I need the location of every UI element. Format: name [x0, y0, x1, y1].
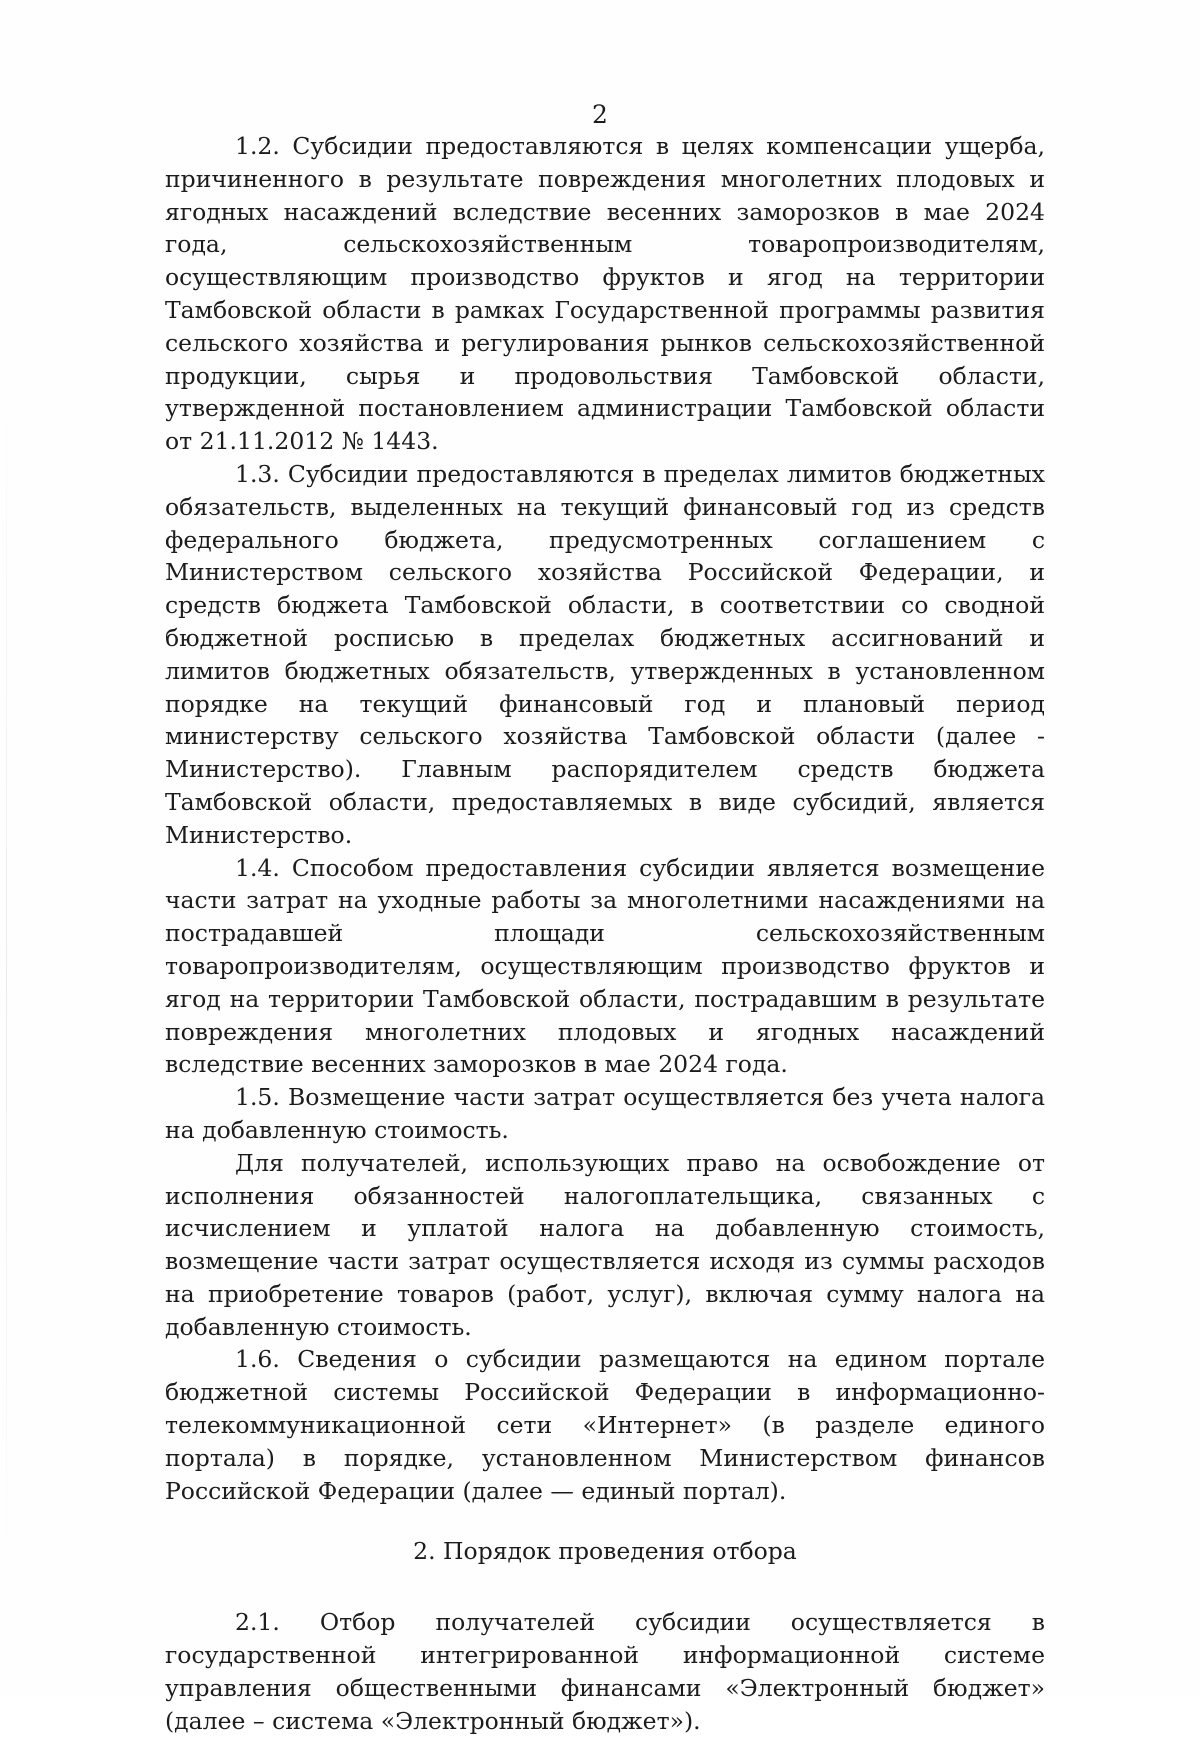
paragraph-1-6: 1.6. Сведения о субсидии размещаются на едином портале бюджетной системы Российской Федерации в информационно-телекоммуникационной сети «Интернет» (в разделе единого портала) в порядке, установленном Министерством финансов Российской Федерации (далее — единый портал).: [165, 1345, 1045, 1505]
scan-edge-shadow: [6, 380, 7, 1580]
page-number: 2: [592, 100, 608, 129]
document-body: [165, 130, 1045, 1737]
paragraph-1-4: 1.4. Способом предоставления субсидии является возмещение части затрат на уходные работы за многолетними насаждениями на пострадавшей площади сельскохозяйственным товаропроизводителям, осуществляющим производство фруктов и ягод на территории Тамбовской области, пострадавшим в результате повреждения многолетних плодовых и ягодных насаждений вследствие весенних заморозков в мае 2024 года.: [165, 853, 1045, 1079]
paragraph-1-3: 1.3. Субсидии предоставляются в пределах лимитов бюджетных обязательств, выделенных на текущий финансовый год из средств федерального бюджета, предусмотренных соглашением с Министерством сельского хозяйства Российской Федерации, и средств бюджета Тамбовской области, в соответствии со сводной бюджетной росписью в пределах бюджетных ассигнований и лимитов бюджетных обязательств, утвержденных в установленном порядке на текущий финансовый год и плановый период министерству сельского хозяйства Тамбовской области (далее - Министерство). Главным распорядителем средств бюджета Тамбовской области, предоставляемых в виде субсидий, является Министерство.: [165, 459, 1045, 849]
paragraph-vat-exemption: Для получателей, использующих право на освобождение от исполнения обязанностей налогоплательщика, связанных с исчислением и уплатой налога на добавленную стоимость, возмещение части затрат осуществляется исходя из суммы расходов на приобретение товаров (работ, услуг), включая сумму налога на добавленную стоимость.: [165, 1148, 1045, 1341]
section-2-heading: 2. Порядок проведения отбора: [413, 1537, 797, 1566]
paragraph-1-5: 1.5. Возмещение части затрат осуществляется без учета налога на добавленную стоимость.: [165, 1083, 1045, 1144]
paragraph-2-1: 2.1. Отбор получателей субсидии осуществляется в государственной интегрированной информационной системе управления общественными финансами «Электронный бюджет» (далее – система «Электронный бюджет»).: [165, 1608, 1045, 1735]
paragraph-1-2: 1.2. Субсидии предоставляются в целях компенсации ущерба, причиненного в результате повреждения многолетних плодовых и ягодных насаждений вследствие весенних заморозков в мае 2024 года, сельскохозяйственным товаропроизводителям, осуществляющим производство фруктов и ягод на территории Тамбовской области в рамках Государственной программы развития сельского хозяйства и регулирования рынков сельскохозяйственной продукции, сырья и продовольствия Тамбовской области, утвержденной постановлением администрации Тамбовской области от 21.11.2012 № 1443.: [165, 132, 1045, 456]
